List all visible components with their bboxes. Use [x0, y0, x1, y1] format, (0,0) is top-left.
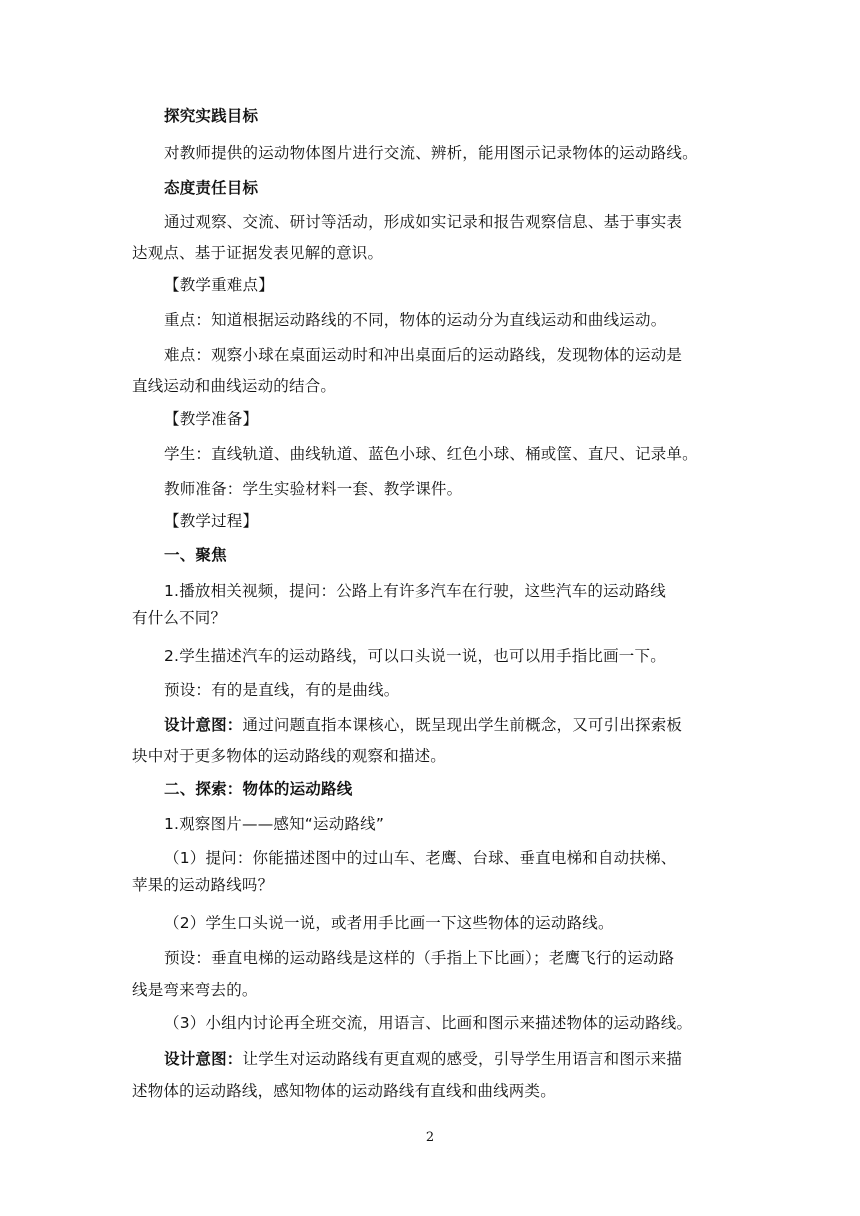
paragraph: 教师准备：学生实验材料一套、教学课件。	[164, 480, 463, 498]
paragraph-continued: 线是弯来弯去的。	[132, 981, 258, 999]
paragraph: （3）小组内讨论再全班交流，用语言、比画和图示来描述物体的运动路线。	[164, 1014, 693, 1032]
paragraph: 学生：直线轨道、曲线轨道、蓝色小球、红色小球、桶或筐、直尺、记录单。	[164, 445, 698, 463]
paragraph-continued: 述物体的运动路线，感知物体的运动路线有直线和曲线两类。	[132, 1082, 556, 1100]
design-intent-label: 设计意图：	[164, 716, 243, 734]
paragraph: 重点：知道根据运动路线的不同，物体的运动分为直线运动和曲线运动。	[164, 311, 667, 329]
paragraph: 难点：观察小球在桌面运动时和冲出桌面后的运动路线，发现物体的运动是	[164, 346, 683, 364]
design-intent-text: 让学生对运动路线有更直观的感受，引导学生用语言和图示来描	[242, 1050, 683, 1068]
heading-attitude-goal: 态度责任目标	[164, 179, 259, 197]
paragraph: 2.学生描述汽车的运动路线，可以口头说一说，也可以用手指比画一下。	[164, 647, 666, 665]
paragraph: 预设：垂直电梯的运动路线是这样的（手指上下比画）；老鹰飞行的运动路	[164, 949, 675, 967]
heading-explore: 二、探索：物体的运动路线	[164, 780, 353, 798]
section-heading-process: 【教学过程】	[164, 512, 259, 530]
heading-inquiry-goal: 探究实践目标	[164, 107, 259, 125]
design-intent-text: 通过问题直指本课核心，既呈现出学生前概念，又可引出探索板	[242, 716, 683, 734]
section-heading-key-points: 【教学重难点】	[164, 276, 274, 294]
design-intent-paragraph	[164, 715, 764, 735]
paragraph-continued: 直线运动和曲线运动的结合。	[132, 377, 337, 395]
paragraph: （2）学生口头说一说，或者用手比画一下这些物体的运动路线。	[164, 914, 614, 932]
paragraph-continued: 块中对于更多物体的运动路线的观察和描述。	[132, 747, 447, 765]
paragraph: 1.播放相关视频，提问：公路上有许多汽车在行驶，这些汽车的运动路线	[164, 582, 666, 600]
paragraph-continued: 有什么不同？	[132, 609, 227, 627]
paragraph: 预设：有的是直线，有的是曲线。	[164, 681, 400, 699]
design-intent-label: 设计意图：	[164, 1050, 243, 1068]
heading-focus: 一、聚焦	[164, 546, 227, 564]
paragraph: （1）提问：你能描述图中的过山车、老鹰、台球、垂直电梯和自动扶梯、	[164, 849, 677, 867]
design-intent-paragraph	[164, 1049, 764, 1069]
paragraph: 对教师提供的运动物体图片进行交流、辨析，能用图示记录物体的运动路线。	[164, 144, 698, 162]
page-number: 2	[425, 1130, 435, 1145]
paragraph-continued: 达观点、基于证据发表见解的意识。	[132, 244, 384, 262]
section-heading-preparation: 【教学准备】	[164, 410, 259, 428]
paragraph-continued: 苹果的运动路线吗？	[132, 876, 274, 894]
paragraph: 1.观察图片——感知“运动路线”	[164, 815, 385, 833]
paragraph: 通过观察、交流、研讨等活动，形成如实记录和报告观察信息、基于事实表	[164, 213, 683, 231]
